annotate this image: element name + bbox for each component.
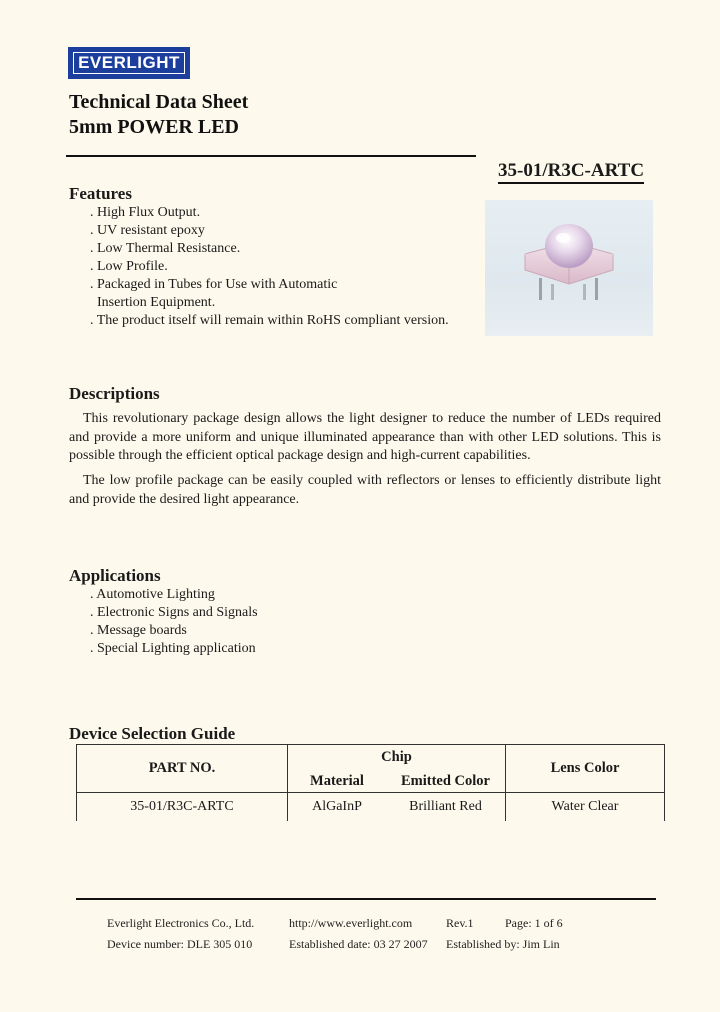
list-item: . Low Profile. — [90, 259, 168, 274]
features-list — [90, 204, 449, 330]
footer-company: Everlight Electronics Co., Ltd. — [107, 916, 255, 930]
applications-heading: Applications — [69, 566, 161, 585]
emitted-color-header: Emitted Color — [386, 771, 506, 793]
chip-header: Chip — [288, 745, 506, 771]
applications-list — [90, 586, 258, 658]
footer-rule — [76, 898, 656, 900]
list-item: . The product itself will remain within RoHS compliant version. — [90, 313, 449, 328]
lens-color-header: Lens Color — [506, 745, 665, 793]
footer-url[interactable]: http://www.everlight.com — [289, 916, 413, 930]
list-item: . Packaged in Tubes for Use with Automatic — [90, 277, 338, 292]
footer-rev: Rev.1 — [446, 916, 474, 930]
part-number-title: 35-01/R3C-ARTC — [498, 161, 644, 184]
list-item: . Low Thermal Resistance. — [90, 241, 241, 256]
everlight-logo — [68, 47, 190, 79]
description-paragraph: This revolutionary package design allows the light designer to reduce the number of LEDs required and provide a more uniform and unique illuminated appearance than with other LED solutions. This is possible through the efficient optical package design and high-current capabilities. — [69, 411, 661, 463]
description-paragraph: The low profile package can be easily coupled with reflectors or lenses to efficiently distribute light and provide the desired light appearance. — [69, 473, 661, 507]
table-row — [77, 793, 665, 821]
logo-text: EVERLIGHT — [73, 52, 185, 74]
doc-title: Technical Data Sheet — [69, 91, 249, 113]
footer-established-date: Established date: 03 27 2007 — [289, 937, 428, 951]
led-product-photo — [485, 200, 653, 336]
selection-guide-heading: Device Selection Guide — [69, 724, 236, 743]
doc-subtitle: 5mm POWER LED — [69, 116, 239, 138]
emitted-color-cell: Brilliant Red — [409, 798, 482, 814]
material-header: Material — [288, 771, 387, 793]
features-heading: Features — [69, 184, 132, 203]
list-item: . High Flux Output. — [90, 205, 201, 220]
header-rule — [66, 155, 476, 157]
material-cell: AlGaInP — [312, 798, 362, 814]
list-item: . Message boards — [90, 623, 187, 638]
footer-established-by: Established by: Jim Lin — [446, 937, 560, 951]
part-cell: 35-01/R3C-ARTC — [77, 793, 288, 821]
footer-page: Page: 1 of 6 — [505, 916, 563, 930]
list-item: . UV resistant epoxy — [90, 223, 205, 238]
list-item: . Special Lighting application — [90, 641, 256, 656]
part-no-header: PART NO. — [77, 745, 288, 793]
list-item: . Electronic Signs and Signals — [90, 605, 258, 620]
list-item: Insertion Equipment. — [97, 295, 216, 310]
lens-color-cell: Water Clear — [506, 793, 665, 821]
list-item: . Automotive Lighting — [90, 587, 215, 602]
device-selection-table — [76, 744, 665, 821]
descriptions-heading: Descriptions — [69, 384, 160, 403]
footer-device-number: Device number: DLE 305 010 — [107, 937, 253, 951]
